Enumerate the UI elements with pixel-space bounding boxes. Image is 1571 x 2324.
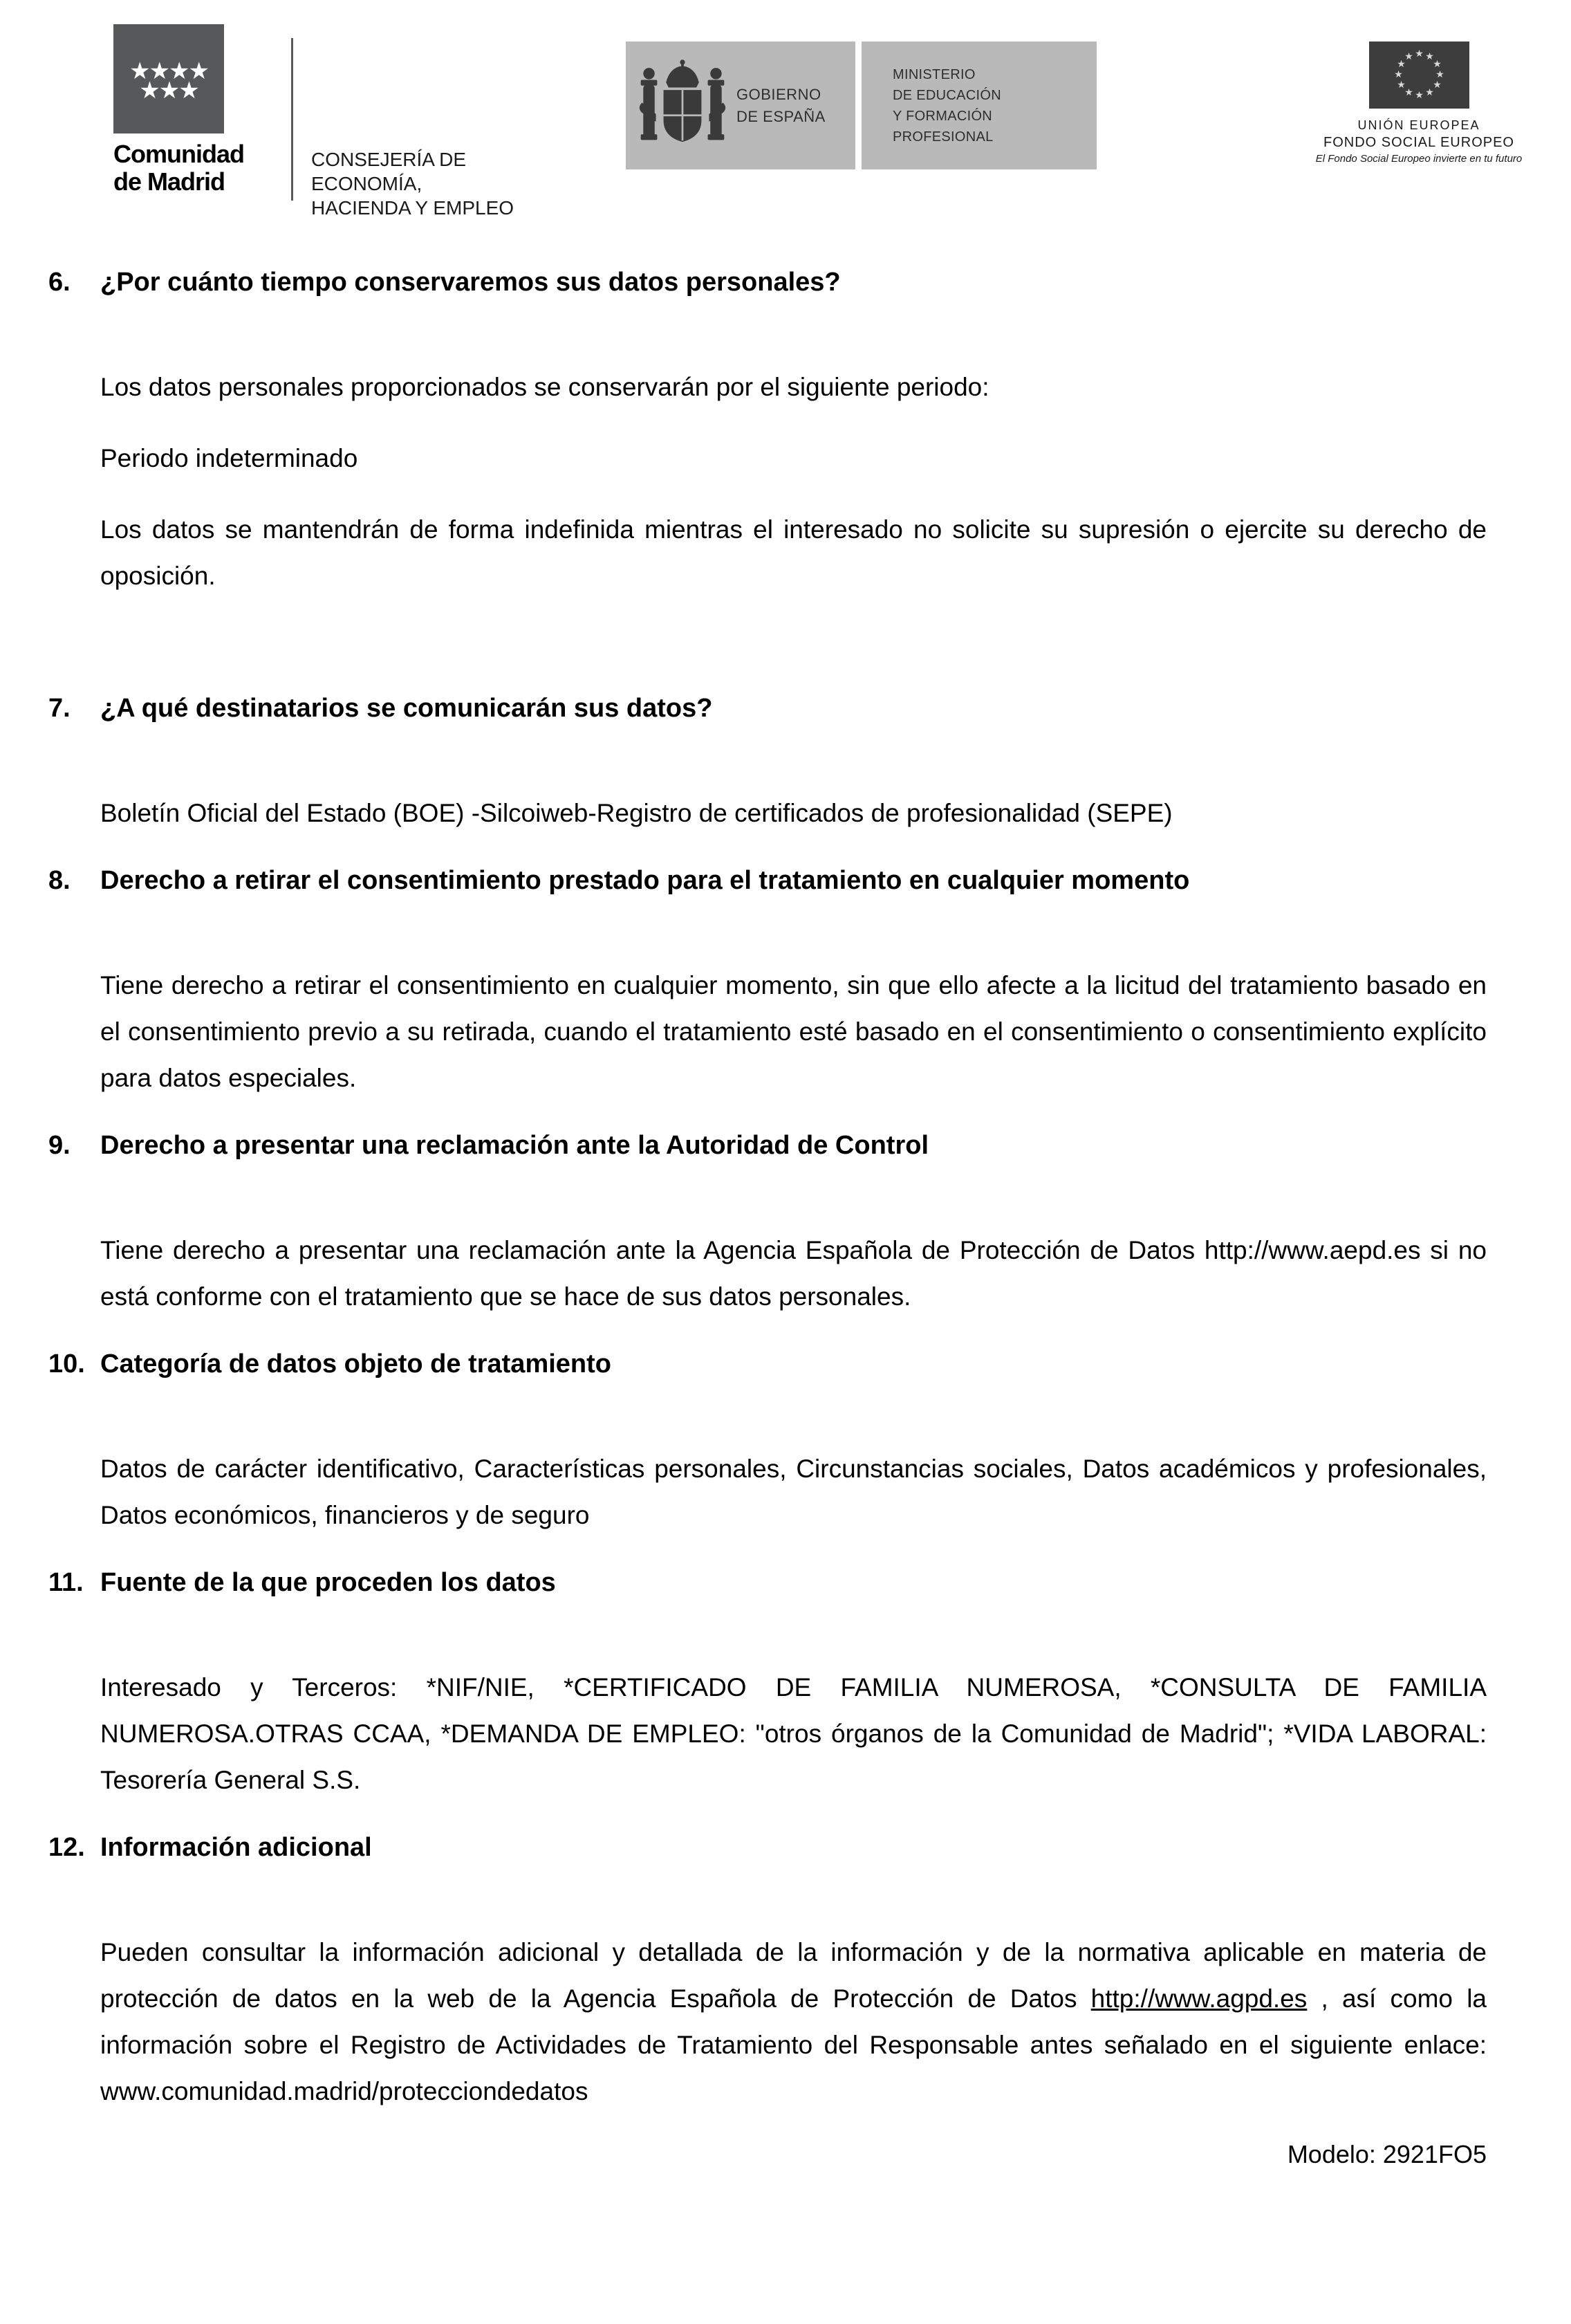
gobierno-line2: DE ESPAÑA	[736, 107, 826, 125]
section-number: 8.	[48, 866, 71, 895]
section-heading	[48, 1345, 1487, 1383]
paragraph: Datos de carácter identificativo, Características personales, Circunstancias sociales, Datos académicos y profesionales, Datos económicos, financieros y de seguro	[100, 1455, 1487, 1529]
section-11	[48, 1563, 1487, 1803]
government-logo-group	[626, 42, 1097, 169]
eu-flag-icon	[1369, 42, 1469, 109]
section-number: 10.	[48, 1349, 85, 1378]
eu-label2: FONDO SOCIAL EUROPEO	[1323, 135, 1514, 150]
section-title: Información adicional	[100, 1833, 372, 1862]
section-heading	[48, 1126, 1487, 1165]
ministerio-line2: DE EDUCACIÓN	[893, 87, 1001, 103]
eu-star-icon: ★	[1432, 58, 1442, 69]
paragraph: Periodo indeterminado	[100, 444, 358, 472]
section-6	[48, 263, 1487, 599]
vertical-divider	[291, 38, 293, 201]
paragraph: Los datos personales proporcionados se conservarán por el siguiente periodo:	[100, 373, 989, 401]
section-heading	[48, 263, 1487, 302]
eu-star-icon: ★	[1435, 68, 1444, 80]
section-number: 12.	[48, 1833, 85, 1862]
madrid-star-row: ★★★★	[129, 58, 208, 84]
gobierno-line1: GOBIERNO	[736, 85, 821, 103]
eu-star-icon: ★	[1424, 50, 1434, 62]
model-number: Modelo: 2921FO5	[1287, 2140, 1487, 2168]
section-number: 6.	[48, 268, 71, 297]
paragraph: Tiene derecho a retirar el consentimiento en cualquier momento, sin que ello afecte a la licitud del tratamiento basado en el consentimiento previo a su retirada, cuando el tratamiento esté basado en el consentimiento o consentimiento explícito para datos especiales.	[100, 971, 1487, 1092]
paragraph: Boletín Oficial del Estado (BOE) -Silcoiweb-Registro de certificados de profesionalidad (SEPE)	[100, 799, 1173, 827]
section-title: ¿A qué destinatarios se comunicarán sus datos?	[100, 694, 713, 723]
paragraph	[100, 1929, 1487, 2114]
ministerio-line1: MINISTERIO	[893, 66, 976, 82]
section-title: Categoría de datos objeto de tratamiento	[100, 1349, 611, 1378]
section-heading	[48, 689, 1487, 728]
eu-star-icon: ★	[1432, 79, 1442, 90]
section-title: ¿Por cuánto tiempo conservaremos sus datos personales?	[100, 268, 841, 297]
department-name	[311, 147, 528, 220]
section-heading	[48, 1828, 1487, 1867]
section-number: 11.	[48, 1568, 84, 1597]
section-12	[48, 1828, 1487, 2114]
section-10	[48, 1345, 1487, 1538]
section-title: Fuente de la que proceden los datos	[100, 1568, 556, 1597]
section-9	[48, 1126, 1487, 1320]
gobierno-box	[626, 42, 855, 169]
ministerio-line3: Y FORMACIÓN PROFESIONAL	[893, 108, 994, 145]
gobierno-label	[736, 84, 826, 128]
agpd-link[interactable]: http://www.agpd.es	[1090, 1984, 1308, 2013]
ministerio-label	[893, 64, 1097, 147]
section-number: 7.	[48, 694, 71, 723]
section-heading	[48, 861, 1487, 900]
ministerio-box	[862, 42, 1097, 169]
section-8	[48, 861, 1487, 1101]
eu-star-icon: ★	[1404, 86, 1413, 98]
eu-star-icon: ★	[1404, 50, 1413, 62]
department-line1: CONSEJERÍA DE ECONOMÍA,	[311, 149, 467, 194]
section-title: Derecho a retirar el consentimiento prestado para el tratamiento en cualquier momento	[100, 866, 1190, 895]
eu-star-icon: ★	[1396, 79, 1406, 90]
section-heading	[48, 1563, 1487, 1602]
section-title: Derecho a presentar una reclamación ante la Autoridad de Control	[100, 1131, 929, 1160]
paragraph-text: Pueden consultar la información adicional y detallada de la información y de la normativa aplicable en materia de protección de datos en la web de la Agencia Española de Protección de Datos	[100, 1938, 1487, 2013]
eu-tagline: El Fondo Social Europeo invierte en tu futuro	[1315, 153, 1523, 165]
eu-label1: UNIÓN EUROPEA	[1357, 118, 1480, 132]
eu-logo-group	[1301, 42, 1536, 167]
madrid-logo-group	[113, 24, 528, 219]
paragraph: Tiene derecho a presentar una reclamación ante la Agencia Española de Protección de Datos http://www.aepd.es si no está conforme con el tratamiento que se hace de sus datos personales.	[100, 1236, 1487, 1311]
paragraph-text: , así como la información sobre el Registro de Actividades de Tratamiento del Responsable antes señalado en el siguiente enlace: www.comunidad.madrid/protecciondedatos	[100, 1984, 1487, 2105]
eu-star-icon: ★	[1414, 48, 1424, 59]
eu-star-icon: ★	[1396, 58, 1406, 69]
eu-star-icon: ★	[1424, 86, 1434, 98]
spain-coat-of-arms-icon	[638, 53, 727, 158]
madrid-star-row: ★★★	[139, 77, 198, 104]
department-line2: HACIENDA Y EMPLEO	[311, 197, 514, 219]
madrid-flag-icon	[113, 24, 224, 133]
section-7	[48, 689, 1487, 836]
paragraph: Interesado y Terceros: *NIF/NIE, *CERTIFICADO DE FAMILIA NUMEROSA, *CONSULTA DE FAMILIA NUMEROSA.OTRAS CCAA, *DEMANDA DE EMPLEO: "otros órganos de la Comunidad de Madrid"; *VIDA LABORAL: Tesorería General S.S.	[100, 1673, 1487, 1794]
eu-star-icon: ★	[1414, 89, 1424, 100]
page-header	[48, 14, 1523, 219]
section-number: 9.	[48, 1131, 71, 1160]
eu-star-icon: ★	[1393, 68, 1403, 80]
madrid-name-line1: Comunidad	[113, 140, 244, 168]
madrid-name-line2: de Madrid	[113, 167, 225, 196]
paragraph: Los datos se mantendrán de forma indefinida mientras el interesado no solicite su supresión o ejercite su derecho de oposición.	[100, 515, 1487, 590]
